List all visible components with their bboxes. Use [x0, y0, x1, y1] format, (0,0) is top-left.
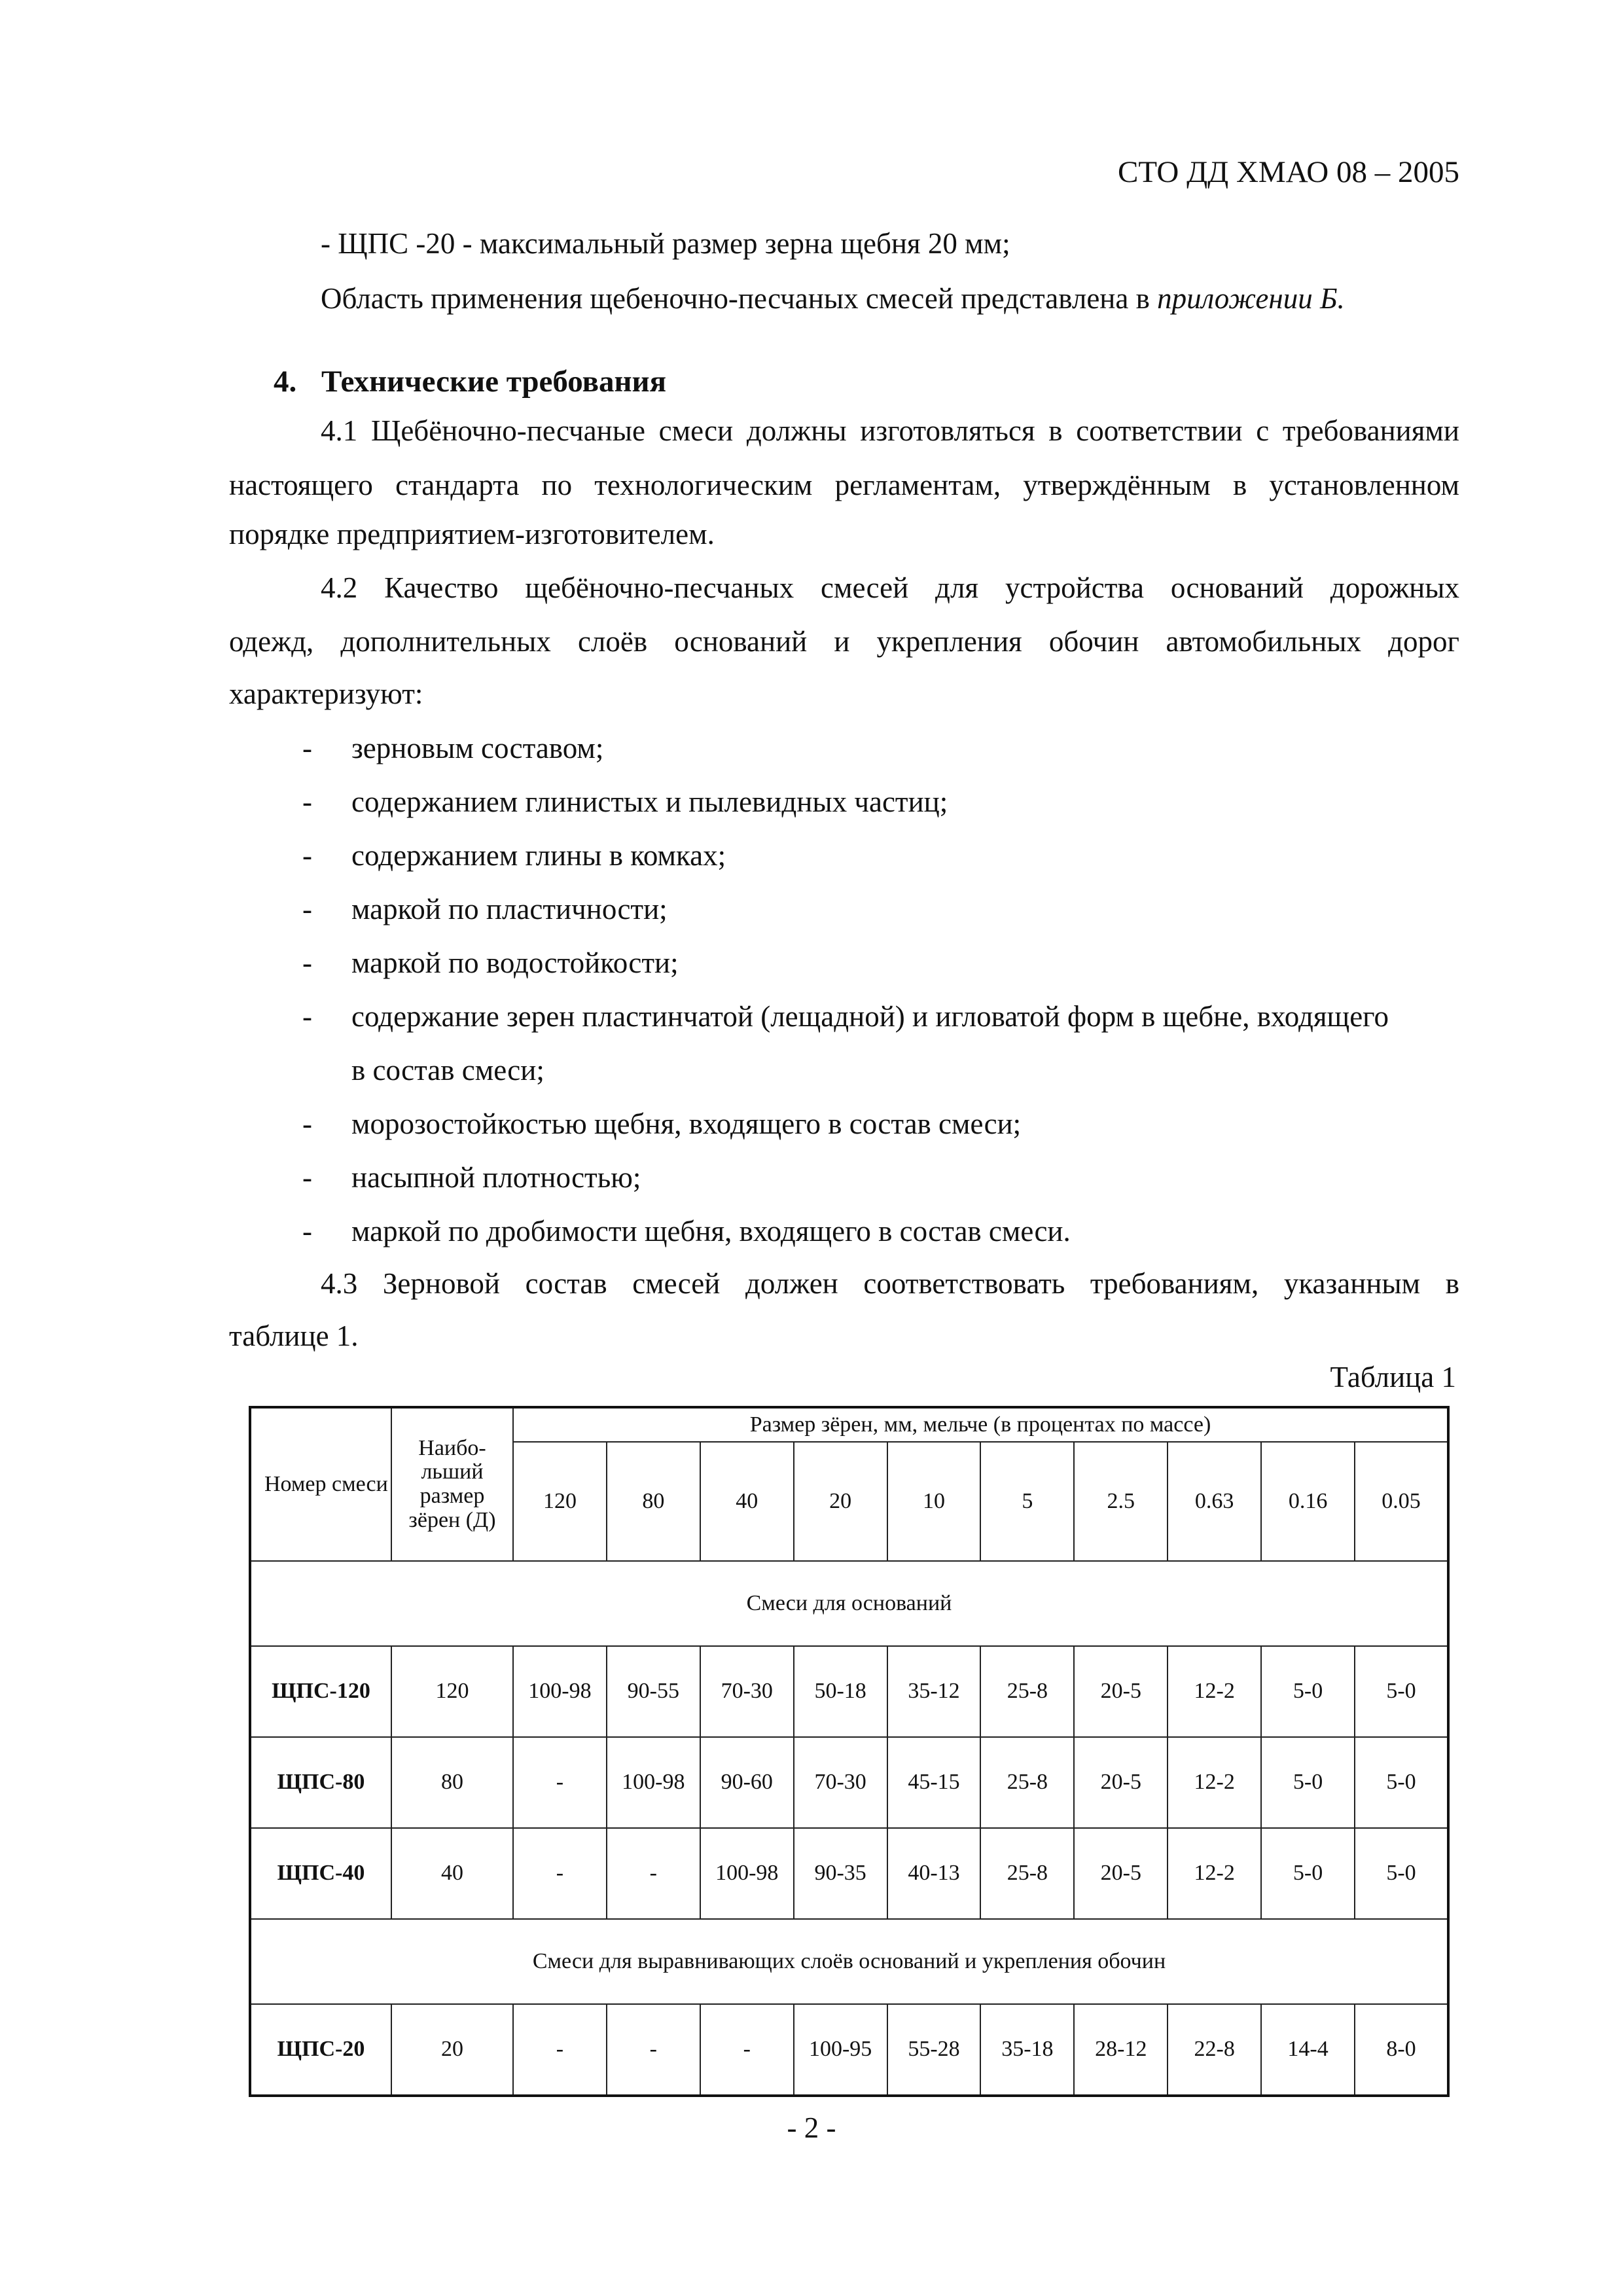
table-cell: 12-2: [1168, 1737, 1261, 1828]
table-cell: 5-0: [1355, 1828, 1448, 1919]
list-item: [302, 775, 1480, 829]
mix-name: ЩПС-40: [250, 1828, 391, 1919]
table-header-row: [250, 1407, 1448, 1442]
size-header: 20: [794, 1442, 887, 1561]
table-cell: 20-5: [1074, 1737, 1168, 1828]
header-grain-sizes: Размер зёрен, мм, мельче (в процентах по массе): [513, 1407, 1448, 1442]
list-item-text: насыпной плотностью;: [351, 1161, 641, 1194]
table-cell: 35-18: [980, 2004, 1074, 2096]
table-cell: -: [607, 2004, 700, 2096]
list-dash: -: [302, 785, 312, 818]
table-row: [250, 1646, 1448, 1737]
list-item-text: маркой по пластичности;: [351, 893, 668, 925]
list-item: [302, 990, 1480, 1097]
size-header: 2.5: [1074, 1442, 1168, 1561]
list-item-text: зерновым составом;: [351, 732, 604, 764]
list-dash: -: [302, 839, 312, 872]
table-cell: -: [700, 2004, 794, 2096]
grain-composition-table: [249, 1406, 1450, 2097]
paragraph-4-3-line-2: таблице 1.: [229, 1319, 359, 1352]
group-title: Смеси для оснований: [250, 1561, 1448, 1646]
list-dash: -: [302, 946, 312, 979]
list-item: [302, 721, 1480, 775]
size-header: 5: [980, 1442, 1074, 1561]
table-cell: -: [607, 1828, 700, 1919]
list-item-text-continuation: в состав смеси;: [351, 1054, 544, 1086]
table-cell: 40-13: [887, 1828, 981, 1919]
intro-line-2-text: Область применения щебеночно-песчаных смесей представлена в: [321, 282, 1158, 315]
intro-line-1: - ЩПС -20 - максимальный размер зерна щебня 20 мм;: [321, 227, 1010, 260]
section-title: Технические требования: [321, 365, 667, 399]
table-cell: 14-4: [1261, 2004, 1355, 2096]
table-group-row: [250, 1561, 1448, 1646]
list-item-text: содержание зерен пластинчатой (лещадной) и игловатой форм в щебне, входящего: [351, 1000, 1389, 1033]
table-cell: -: [513, 1828, 607, 1919]
list-item: [302, 1097, 1480, 1151]
table-row: [250, 1828, 1448, 1919]
table-cell: 90-55: [607, 1646, 700, 1737]
paragraph-4-1-line-1: 4.1 Щебёночно-песчаные смеси должны изготовляться в соответствии с требованиями: [321, 414, 1459, 447]
list-dash: -: [302, 1161, 312, 1194]
table-cell: 100-98: [513, 1646, 607, 1737]
table-caption: Таблица 1: [1330, 1361, 1456, 1393]
section-heading: [274, 364, 666, 399]
size-header: 40: [700, 1442, 794, 1561]
list-dash: -: [302, 1000, 312, 1033]
max-size-value: 120: [391, 1646, 513, 1737]
table-cell: 90-35: [794, 1828, 887, 1919]
table-row: [250, 2004, 1448, 2096]
table-cell: 70-30: [700, 1646, 794, 1737]
table-cell: 90-60: [700, 1737, 794, 1828]
size-header: 0.16: [1261, 1442, 1355, 1561]
list-item-text: содержанием глины в комках;: [351, 839, 726, 872]
max-size-value: 40: [391, 1828, 513, 1919]
list-item-text: маркой по водостойкости;: [351, 946, 679, 979]
table-cell: 28-12: [1074, 2004, 1168, 2096]
table-cell: 5-0: [1261, 1646, 1355, 1737]
group-title: Смеси для выравнивающих слоёв оснований и укрепления обочин: [250, 1919, 1448, 2004]
table-cell: 35-12: [887, 1646, 981, 1737]
document-code: СТО ДД ХМАО 08 – 2005: [1117, 155, 1459, 189]
table-cell: 12-2: [1168, 1646, 1261, 1737]
paragraph-4-2-line-2: одежд, дополнительных слоёв оснований и укрепления обочин автомобильных дорог: [229, 625, 1459, 658]
table-cell: 22-8: [1168, 2004, 1261, 2096]
table-cell: 45-15: [887, 1737, 981, 1828]
table-cell: 25-8: [980, 1737, 1074, 1828]
list-item-text: маркой по дробимости щебня, входящего в состав смеси.: [351, 1215, 1071, 1247]
table-row: [250, 1737, 1448, 1828]
table-cell: 100-98: [700, 1828, 794, 1919]
paragraph-4-2-line-1: 4.2 Качество щебёночно-песчаных смесей для устройства оснований дорожных: [321, 571, 1459, 604]
list-dash: -: [302, 1107, 312, 1140]
table-cell: 8-0: [1355, 2004, 1448, 2096]
header-max-size: Наибо-льший размер зёрен (Д): [391, 1407, 513, 1561]
list-item-text: содержанием глинистых и пылевидных частиц;: [351, 785, 948, 818]
page-number: - 2 -: [787, 2111, 836, 2144]
table-cell: 5-0: [1261, 1737, 1355, 1828]
table-cell: 20-5: [1074, 1828, 1168, 1919]
appendix-reference: приложении Б.: [1157, 282, 1345, 315]
size-header: 120: [513, 1442, 607, 1561]
list-item: [302, 1204, 1480, 1258]
section-number: 4.: [274, 365, 297, 399]
table-cell: 100-95: [794, 2004, 887, 2096]
max-size-value: 20: [391, 2004, 513, 2096]
max-size-value: 80: [391, 1737, 513, 1828]
paragraph-4-1-line-3: порядке предприятием-изготовителем.: [229, 518, 715, 550]
table-cell: 55-28: [887, 2004, 981, 2096]
mix-name: ЩПС-120: [250, 1646, 391, 1737]
size-header: 10: [887, 1442, 981, 1561]
characteristics-list: [302, 721, 1480, 1258]
table-cell: -: [513, 1737, 607, 1828]
paragraph-4-2-line-3: характеризуют:: [229, 677, 423, 710]
table-cell: 5-0: [1355, 1646, 1448, 1737]
list-item: [302, 936, 1480, 990]
intro-line-2: [321, 281, 1345, 315]
list-item: [302, 882, 1480, 936]
list-item: [302, 1151, 1480, 1204]
paragraph-4-3-line-1: 4.3 Зерновой состав смесей должен соответствовать требованиям, указанным в: [321, 1267, 1459, 1300]
list-dash: -: [302, 732, 312, 764]
mix-name: ЩПС-80: [250, 1737, 391, 1828]
list-dash: -: [302, 893, 312, 925]
table-cell: 25-8: [980, 1646, 1074, 1737]
table-group-row: [250, 1919, 1448, 2004]
size-header: 0.63: [1168, 1442, 1261, 1561]
header-mix-number: Номер смеси: [250, 1407, 391, 1561]
table-cell: 20-5: [1074, 1646, 1168, 1737]
mix-name: ЩПС-20: [250, 2004, 391, 2096]
paragraph-4-1-line-2: настоящего стандарта по технологическим регламентам, утверждённым в установленном: [229, 469, 1459, 501]
list-item-text: морозостойкостью щебня, входящего в состав смеси;: [351, 1107, 1022, 1140]
table-cell: 50-18: [794, 1646, 887, 1737]
table-cell: 70-30: [794, 1737, 887, 1828]
list-item: [302, 829, 1480, 882]
size-header: 80: [607, 1442, 700, 1561]
list-dash: -: [302, 1215, 312, 1247]
table-cell: 25-8: [980, 1828, 1074, 1919]
table-cell: 100-98: [607, 1737, 700, 1828]
table-cell: 5-0: [1355, 1737, 1448, 1828]
table-cell: -: [513, 2004, 607, 2096]
table-cell: 5-0: [1261, 1828, 1355, 1919]
table-cell: 12-2: [1168, 1828, 1261, 1919]
size-header: 0.05: [1355, 1442, 1448, 1561]
